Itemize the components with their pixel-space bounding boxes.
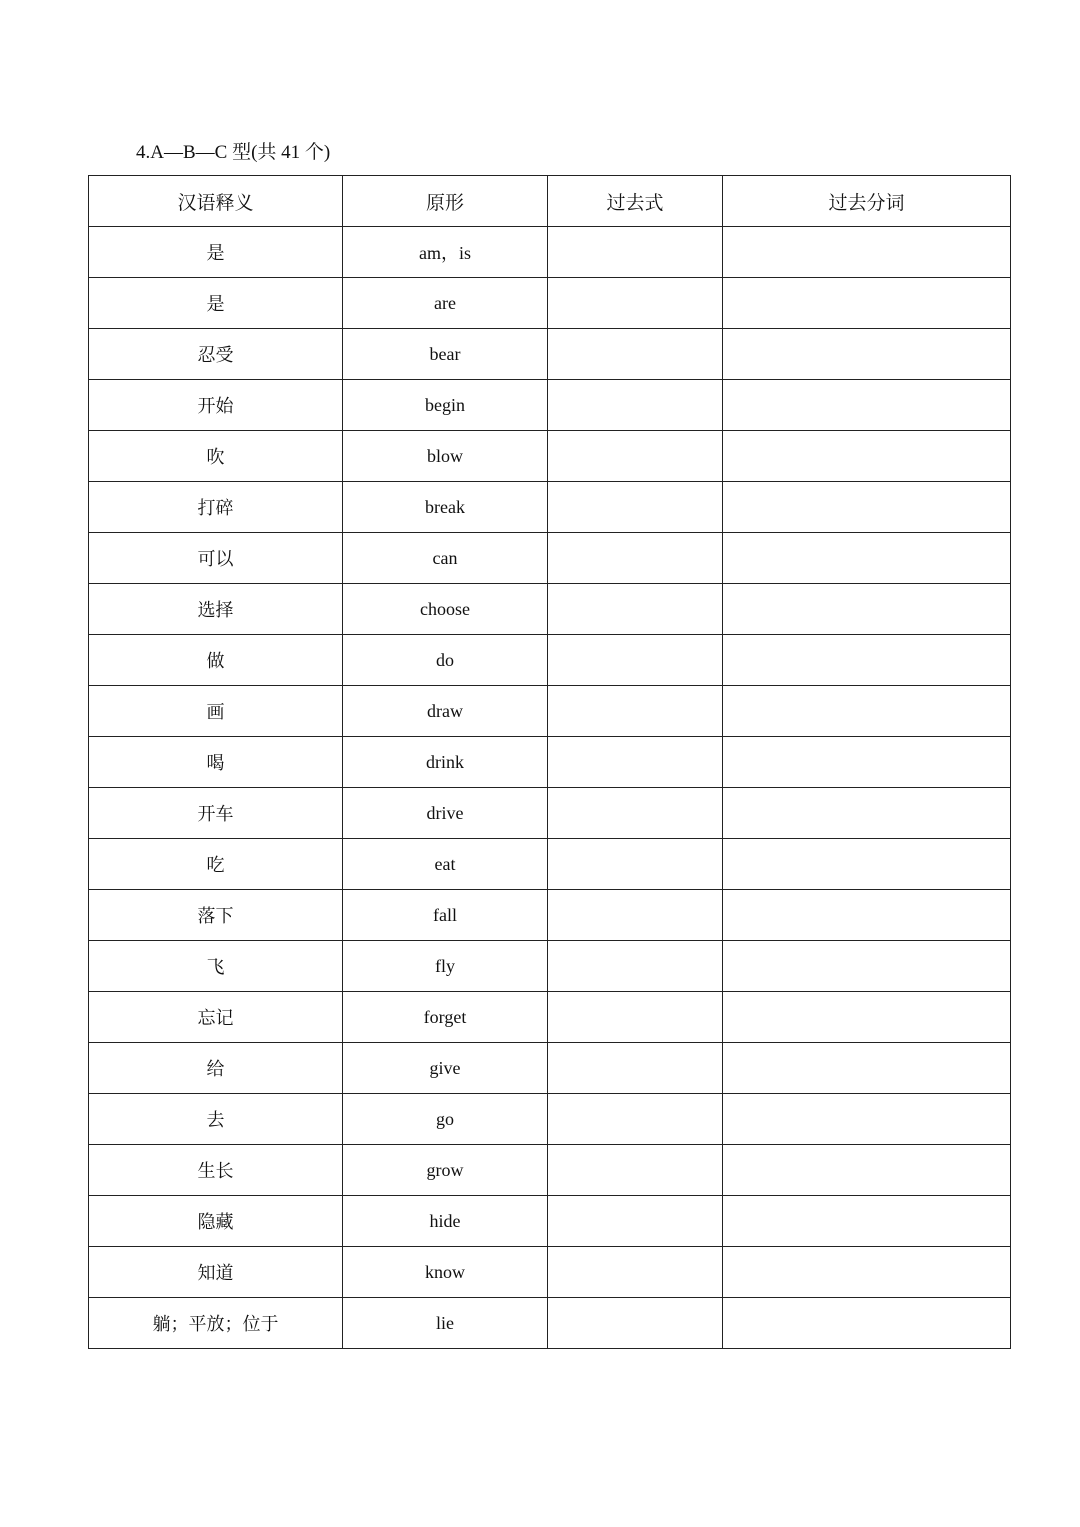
- base-form-cell: forget: [343, 992, 548, 1043]
- past-participle-cell: [723, 890, 1011, 941]
- past-tense-cell: [548, 839, 723, 890]
- table-row: [89, 1298, 1011, 1349]
- header-chinese-meaning: 汉语释义: [89, 176, 343, 227]
- base-form-cell: go: [343, 1094, 548, 1145]
- past-tense-cell: [548, 1196, 723, 1247]
- base-form-cell: drive: [343, 788, 548, 839]
- chinese-meaning-cell: 画: [89, 686, 343, 737]
- base-form-cell: can: [343, 533, 548, 584]
- table-row: [89, 737, 1011, 788]
- chinese-meaning-cell: 喝: [89, 737, 343, 788]
- table-row: [89, 533, 1011, 584]
- past-participle-cell: [723, 533, 1011, 584]
- past-participle-cell: [723, 1043, 1011, 1094]
- base-form-cell: do: [343, 635, 548, 686]
- table-row: [89, 1094, 1011, 1145]
- past-tense-cell: [548, 737, 723, 788]
- base-form-cell: are: [343, 278, 548, 329]
- header-past-participle: 过去分词: [723, 176, 1011, 227]
- table-row: [89, 890, 1011, 941]
- past-tense-cell: [548, 686, 723, 737]
- chinese-meaning-cell: 给: [89, 1043, 343, 1094]
- chinese-meaning-cell: 吃: [89, 839, 343, 890]
- base-form-cell: know: [343, 1247, 548, 1298]
- past-participle-cell: [723, 329, 1011, 380]
- table-row: [89, 1043, 1011, 1094]
- table-row: [89, 788, 1011, 839]
- past-tense-cell: [548, 941, 723, 992]
- base-form-cell: blow: [343, 431, 548, 482]
- base-form-cell: draw: [343, 686, 548, 737]
- past-participle-cell: [723, 482, 1011, 533]
- header-past-tense: 过去式: [548, 176, 723, 227]
- table-row: [89, 584, 1011, 635]
- table-row: [89, 686, 1011, 737]
- past-tense-cell: [548, 1247, 723, 1298]
- past-tense-cell: [548, 329, 723, 380]
- past-participle-cell: [723, 1196, 1011, 1247]
- past-participle-cell: [723, 941, 1011, 992]
- past-tense-cell: [548, 278, 723, 329]
- past-participle-cell: [723, 584, 1011, 635]
- base-form-cell: am，is: [343, 227, 548, 278]
- chinese-meaning-cell: 飞: [89, 941, 343, 992]
- past-participle-cell: [723, 1298, 1011, 1349]
- past-participle-cell: [723, 992, 1011, 1043]
- past-tense-cell: [548, 1094, 723, 1145]
- table-row: [89, 992, 1011, 1043]
- past-participle-cell: [723, 1247, 1011, 1298]
- chinese-meaning-cell: 开车: [89, 788, 343, 839]
- past-participle-cell: [723, 686, 1011, 737]
- table-row: [89, 431, 1011, 482]
- table-header-row: [89, 176, 1011, 227]
- chinese-meaning-cell: 生长: [89, 1145, 343, 1196]
- table-row: [89, 278, 1011, 329]
- chinese-meaning-cell: 隐藏: [89, 1196, 343, 1247]
- header-base-form: 原形: [343, 176, 548, 227]
- table-row: [89, 941, 1011, 992]
- chinese-meaning-cell: 打碎: [89, 482, 343, 533]
- chinese-meaning-cell: 可以: [89, 533, 343, 584]
- past-tense-cell: [548, 635, 723, 686]
- past-tense-cell: [548, 431, 723, 482]
- past-participle-cell: [723, 788, 1011, 839]
- chinese-meaning-cell: 选择: [89, 584, 343, 635]
- base-form-cell: lie: [343, 1298, 548, 1349]
- table-row: [89, 839, 1011, 890]
- chinese-meaning-cell: 去: [89, 1094, 343, 1145]
- past-participle-cell: [723, 227, 1011, 278]
- past-tense-cell: [548, 1145, 723, 1196]
- table-row: [89, 1145, 1011, 1196]
- past-tense-cell: [548, 482, 723, 533]
- base-form-cell: fall: [343, 890, 548, 941]
- table-row: [89, 329, 1011, 380]
- table-row: [89, 635, 1011, 686]
- section-heading: 4.A—B—C 型(共 41 个): [136, 142, 331, 163]
- past-participle-cell: [723, 1094, 1011, 1145]
- base-form-cell: give: [343, 1043, 548, 1094]
- chinese-meaning-cell: 开始: [89, 380, 343, 431]
- base-form-cell: choose: [343, 584, 548, 635]
- past-tense-cell: [548, 380, 723, 431]
- chinese-meaning-cell: 躺；平放；位于: [89, 1298, 343, 1349]
- table-row: [89, 227, 1011, 278]
- chinese-meaning-cell: 忘记: [89, 992, 343, 1043]
- chinese-meaning-cell: 做: [89, 635, 343, 686]
- base-form-cell: fly: [343, 941, 548, 992]
- table-row: [89, 1196, 1011, 1247]
- base-form-cell: grow: [343, 1145, 548, 1196]
- past-tense-cell: [548, 890, 723, 941]
- past-tense-cell: [548, 788, 723, 839]
- chinese-meaning-cell: 是: [89, 227, 343, 278]
- chinese-meaning-cell: 是: [89, 278, 343, 329]
- past-tense-cell: [548, 1298, 723, 1349]
- past-tense-cell: [548, 992, 723, 1043]
- past-tense-cell: [548, 533, 723, 584]
- chinese-meaning-cell: 知道: [89, 1247, 343, 1298]
- base-form-cell: hide: [343, 1196, 548, 1247]
- past-tense-cell: [548, 227, 723, 278]
- past-tense-cell: [548, 584, 723, 635]
- past-participle-cell: [723, 737, 1011, 788]
- table-row: [89, 1247, 1011, 1298]
- chinese-meaning-cell: 吹: [89, 431, 343, 482]
- past-participle-cell: [723, 839, 1011, 890]
- past-participle-cell: [723, 380, 1011, 431]
- chinese-meaning-cell: 落下: [89, 890, 343, 941]
- base-form-cell: eat: [343, 839, 548, 890]
- chinese-meaning-cell: 忍受: [89, 329, 343, 380]
- table-row: [89, 482, 1011, 533]
- base-form-cell: bear: [343, 329, 548, 380]
- verb-table: [88, 175, 1011, 1349]
- past-participle-cell: [723, 1145, 1011, 1196]
- past-participle-cell: [723, 635, 1011, 686]
- base-form-cell: break: [343, 482, 548, 533]
- base-form-cell: begin: [343, 380, 548, 431]
- past-participle-cell: [723, 278, 1011, 329]
- base-form-cell: drink: [343, 737, 548, 788]
- table-row: [89, 380, 1011, 431]
- past-tense-cell: [548, 1043, 723, 1094]
- past-participle-cell: [723, 431, 1011, 482]
